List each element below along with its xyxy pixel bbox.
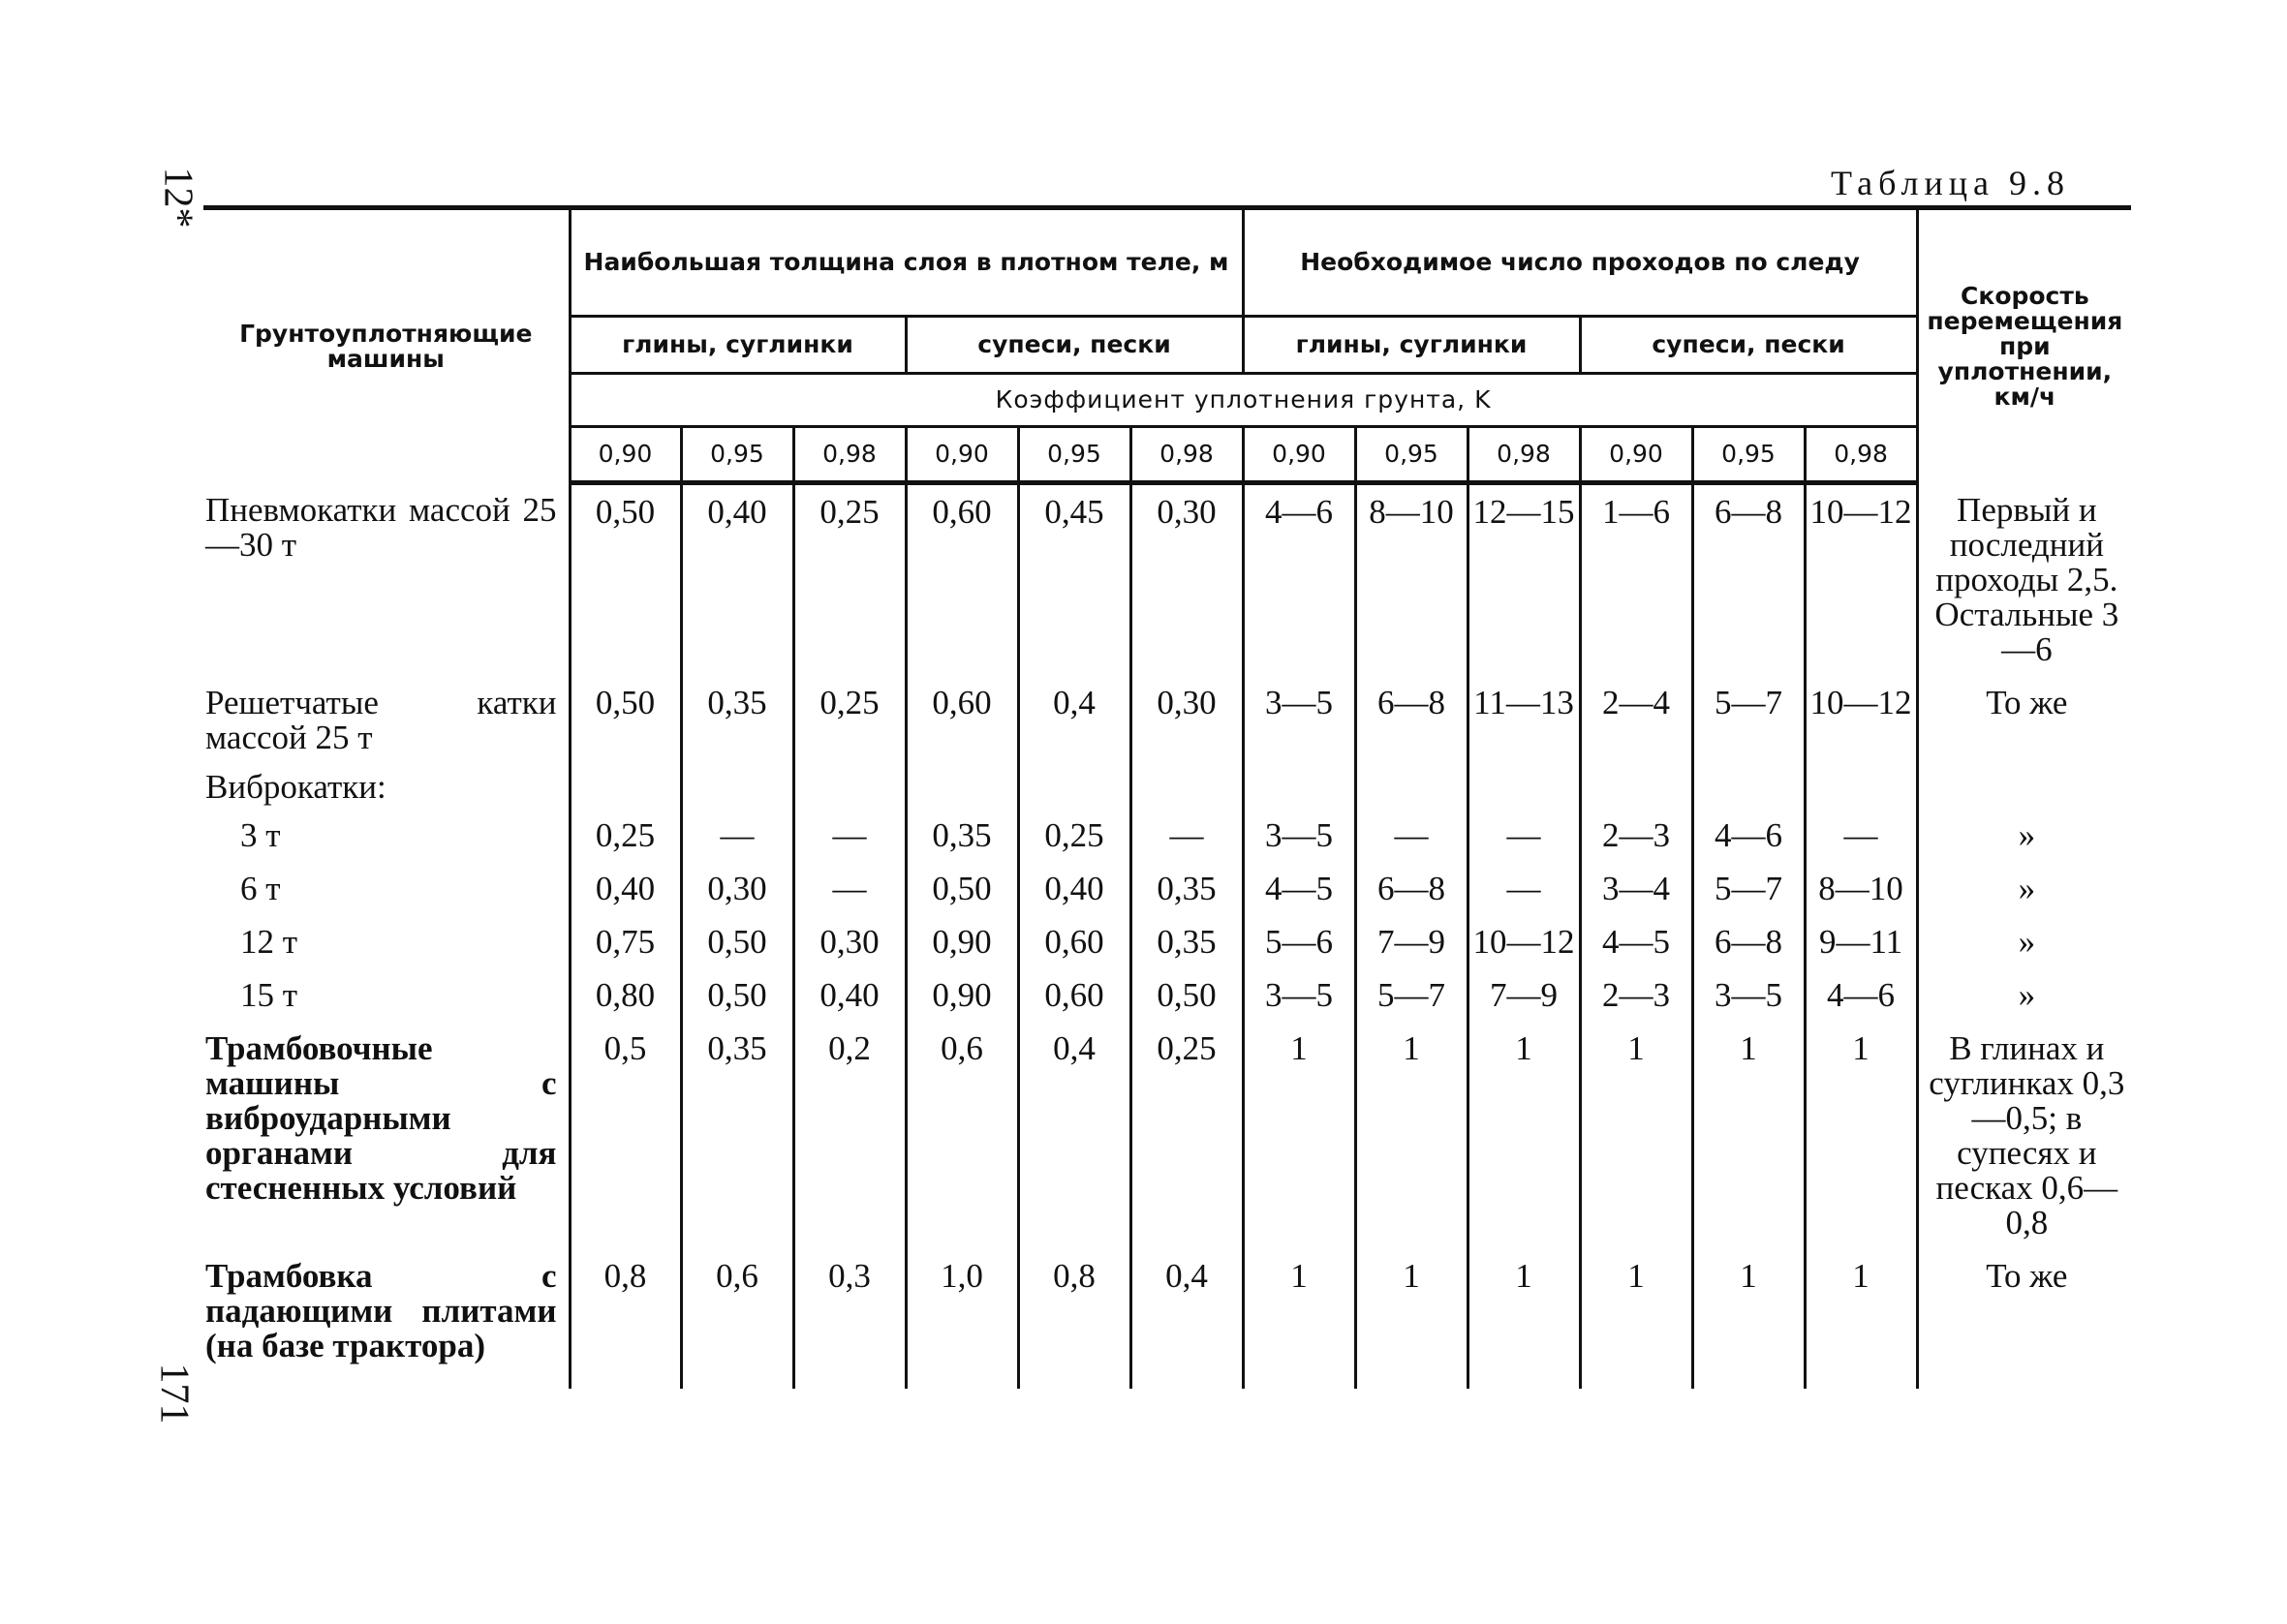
speed-cell — [1917, 764, 2131, 809]
thickness-cell: 0,40 — [681, 483, 793, 676]
table-header — [203, 208, 2131, 483]
thickness-cell: 0,30 — [1130, 483, 1243, 676]
speed-cell: » — [1917, 809, 2131, 862]
table-row — [203, 676, 2131, 764]
passes-cell — [1805, 764, 1917, 809]
passes-cell: 1 — [1692, 1022, 1805, 1249]
passes-cell: — — [1805, 809, 1917, 862]
machine-name: Трамбовка с падающими плитами (на базе трактора) — [205, 1256, 557, 1364]
thickness-cell: 0,25 — [793, 483, 906, 676]
thickness-cell: 0,75 — [570, 915, 681, 968]
k-value: 0,90 — [1243, 427, 1355, 483]
header-coefficient — [570, 374, 1917, 427]
thickness-cell — [681, 764, 793, 809]
passes-cell: — — [1468, 862, 1580, 915]
passes-cell: 10—12 — [1468, 915, 1580, 968]
table-row — [203, 809, 2131, 862]
thickness-cell: 0,25 — [1018, 809, 1130, 862]
speed-cell: В глинах и суглинках 0,3—0,5; в супесях и песках 0,6—0,8 — [1917, 1022, 2131, 1249]
header-sand-passes: супеси, пески — [1580, 317, 1917, 374]
k-value: 0,95 — [681, 427, 793, 483]
thickness-cell: 0,4 — [1018, 1022, 1130, 1249]
header-speed: Скорость перемещения при уплотнении, км/ч — [1917, 208, 2131, 483]
thickness-cell: 1,0 — [906, 1249, 1018, 1389]
speed-cell: То же — [1917, 676, 2131, 764]
header-sand-thickness: супеси, пески — [906, 317, 1243, 374]
passes-cell: 5—7 — [1692, 862, 1805, 915]
thickness-cell: 0,4 — [1130, 1249, 1243, 1389]
thickness-cell: — — [1130, 809, 1243, 862]
thickness-cell: 0,30 — [681, 862, 793, 915]
passes-cell — [1355, 764, 1468, 809]
thickness-cell: 0,3 — [793, 1249, 906, 1389]
thickness-cell: 0,35 — [1130, 915, 1243, 968]
thickness-cell: 0,35 — [681, 1022, 793, 1249]
passes-cell: 6—8 — [1355, 862, 1468, 915]
table-row — [203, 1022, 2131, 1249]
thickness-cell: 0,50 — [681, 968, 793, 1022]
passes-cell: — — [1468, 809, 1580, 862]
passes-cell: 6—8 — [1692, 483, 1805, 676]
passes-cell: 1 — [1805, 1022, 1917, 1249]
machine-name: 15 т — [240, 975, 298, 1014]
passes-cell: 10—12 — [1805, 483, 1917, 676]
thickness-cell: 0,90 — [906, 968, 1018, 1022]
header-passes: Необходимое число проходов по следу — [1243, 208, 1917, 317]
passes-cell: 1 — [1468, 1022, 1580, 1249]
passes-cell: 6—8 — [1692, 915, 1805, 968]
thickness-cell: 0,30 — [793, 915, 906, 968]
k-value: 0,98 — [793, 427, 906, 483]
passes-cell: 4—6 — [1243, 483, 1355, 676]
passes-cell: 3—5 — [1243, 809, 1355, 862]
passes-cell — [1692, 764, 1805, 809]
thickness-cell: 0,50 — [570, 483, 681, 676]
passes-cell: 3—5 — [1692, 968, 1805, 1022]
thickness-cell — [906, 764, 1018, 809]
k-value: 0,98 — [1805, 427, 1917, 483]
header-machines: Грунтоуплотняющие машины — [203, 208, 570, 483]
k-value: 0,90 — [906, 427, 1018, 483]
thickness-cell: 0,40 — [793, 968, 906, 1022]
passes-cell: 4—5 — [1580, 915, 1692, 968]
thickness-cell — [1018, 764, 1130, 809]
table-row — [203, 862, 2131, 915]
k-value: 0,95 — [1018, 427, 1130, 483]
thickness-cell: 0,40 — [570, 862, 681, 915]
passes-cell: 1 — [1468, 1249, 1580, 1389]
k-value: 0,90 — [1580, 427, 1692, 483]
passes-cell: 11—13 — [1468, 676, 1580, 764]
passes-cell: 12—15 — [1468, 483, 1580, 676]
k-value: 0,90 — [570, 427, 681, 483]
passes-cell: 1 — [1805, 1249, 1917, 1389]
table-row — [203, 483, 2131, 676]
passes-cell: 1 — [1355, 1022, 1468, 1249]
k-value: 0,98 — [1130, 427, 1243, 483]
passes-cell: 1—6 — [1580, 483, 1692, 676]
thickness-cell: 0,60 — [1018, 915, 1130, 968]
thickness-cell: 0,45 — [1018, 483, 1130, 676]
passes-cell: 1 — [1355, 1249, 1468, 1389]
passes-cell: 7—9 — [1468, 968, 1580, 1022]
passes-cell: 2—3 — [1580, 968, 1692, 1022]
machine-name: Пневмокатки массой 25—30 т — [205, 490, 557, 564]
passes-cell: 7—9 — [1355, 915, 1468, 968]
thickness-cell: 0,50 — [1130, 968, 1243, 1022]
thickness-cell: 0,60 — [906, 483, 1018, 676]
thickness-cell: 0,60 — [906, 676, 1018, 764]
thickness-cell: 0,25 — [570, 809, 681, 862]
passes-cell: 1 — [1243, 1249, 1355, 1389]
thickness-cell: 0,35 — [906, 809, 1018, 862]
machine-name: Трамбовочные машины с виброударными органами для стесненных условий — [205, 1028, 557, 1207]
machine-name: Решетчатые катки массой 25 т — [205, 683, 557, 756]
passes-cell: 5—7 — [1692, 676, 1805, 764]
passes-cell: 2—4 — [1580, 676, 1692, 764]
passes-cell: 1 — [1580, 1249, 1692, 1389]
passes-cell: — — [1355, 809, 1468, 862]
thickness-cell: 0,25 — [793, 676, 906, 764]
passes-cell: 1 — [1692, 1249, 1805, 1389]
passes-cell — [1243, 764, 1355, 809]
thickness-cell — [570, 764, 681, 809]
passes-cell: 4—6 — [1692, 809, 1805, 862]
header-thickness: Наибольшая толщина слоя в плотном теле, м — [570, 208, 1243, 317]
page-marker: 12* — [155, 167, 201, 229]
coefficient-label: Коэффициент уплотнения грунта, K — [995, 385, 1492, 414]
k-value: 0,95 — [1692, 427, 1805, 483]
thickness-cell: 0,35 — [681, 676, 793, 764]
k-value: 0,98 — [1468, 427, 1580, 483]
thickness-cell: 0,50 — [681, 915, 793, 968]
thickness-cell: 0,25 — [1130, 1022, 1243, 1249]
thickness-cell: 0,30 — [1130, 676, 1243, 764]
thickness-cell: 0,2 — [793, 1022, 906, 1249]
header-clay-thickness: глины, суглинки — [570, 317, 906, 374]
passes-cell: 10—12 — [1805, 676, 1917, 764]
passes-cell: 5—6 — [1243, 915, 1355, 968]
table-row — [203, 915, 2131, 968]
thickness-cell: 0,50 — [906, 862, 1018, 915]
thickness-cell — [793, 764, 906, 809]
passes-cell: 9—11 — [1805, 915, 1917, 968]
table-body — [203, 483, 2131, 1389]
thickness-cell: 0,80 — [570, 968, 681, 1022]
thickness-cell: 0,60 — [1018, 968, 1130, 1022]
passes-cell: 4—6 — [1805, 968, 1917, 1022]
thickness-cell: 0,6 — [681, 1249, 793, 1389]
passes-cell: 5—7 — [1355, 968, 1468, 1022]
thickness-cell: 0,4 — [1018, 676, 1130, 764]
thickness-cell: 0,8 — [1018, 1249, 1130, 1389]
passes-cell: 3—4 — [1580, 862, 1692, 915]
speed-cell: » — [1917, 862, 2131, 915]
machine-name: 6 т — [240, 869, 281, 907]
machine-name: 3 т — [240, 815, 281, 854]
passes-cell: 8—10 — [1805, 862, 1917, 915]
passes-cell: 3—5 — [1243, 676, 1355, 764]
passes-cell: 6—8 — [1355, 676, 1468, 764]
passes-cell: 1 — [1243, 1022, 1355, 1249]
passes-cell: 1 — [1580, 1022, 1692, 1249]
thickness-cell: — — [681, 809, 793, 862]
thickness-cell: 0,5 — [570, 1022, 681, 1249]
thickness-cell: 0,8 — [570, 1249, 681, 1389]
passes-cell — [1468, 764, 1580, 809]
thickness-cell: — — [793, 862, 906, 915]
table-row — [203, 1249, 2131, 1389]
speed-cell: Первый и последний проходы 2,5. Остальные 3—6 — [1917, 483, 2131, 676]
machine-name: Виброкатки: — [205, 767, 386, 806]
page-number: 171 — [151, 1363, 197, 1425]
header-clay-passes: глины, суглинки — [1243, 317, 1580, 374]
passes-cell: 2—3 — [1580, 809, 1692, 862]
table-title: Таблица 9.8 — [1831, 164, 2070, 202]
machine-name: 12 т — [240, 922, 298, 961]
passes-cell: 8—10 — [1355, 483, 1468, 676]
thickness-cell: 0,90 — [906, 915, 1018, 968]
passes-cell: 4—5 — [1243, 862, 1355, 915]
thickness-cell: 0,50 — [570, 676, 681, 764]
passes-cell — [1580, 764, 1692, 809]
thickness-cell: 0,40 — [1018, 862, 1130, 915]
compaction-table — [203, 205, 2131, 1389]
table-row — [203, 968, 2131, 1022]
k-value: 0,95 — [1355, 427, 1468, 483]
speed-cell: » — [1917, 915, 2131, 968]
table-row — [203, 764, 2131, 809]
thickness-cell: — — [793, 809, 906, 862]
thickness-cell — [1130, 764, 1243, 809]
passes-cell: 3—5 — [1243, 968, 1355, 1022]
speed-cell: » — [1917, 968, 2131, 1022]
thickness-cell: 0,35 — [1130, 862, 1243, 915]
speed-cell: То же — [1917, 1249, 2131, 1389]
thickness-cell: 0,6 — [906, 1022, 1018, 1249]
